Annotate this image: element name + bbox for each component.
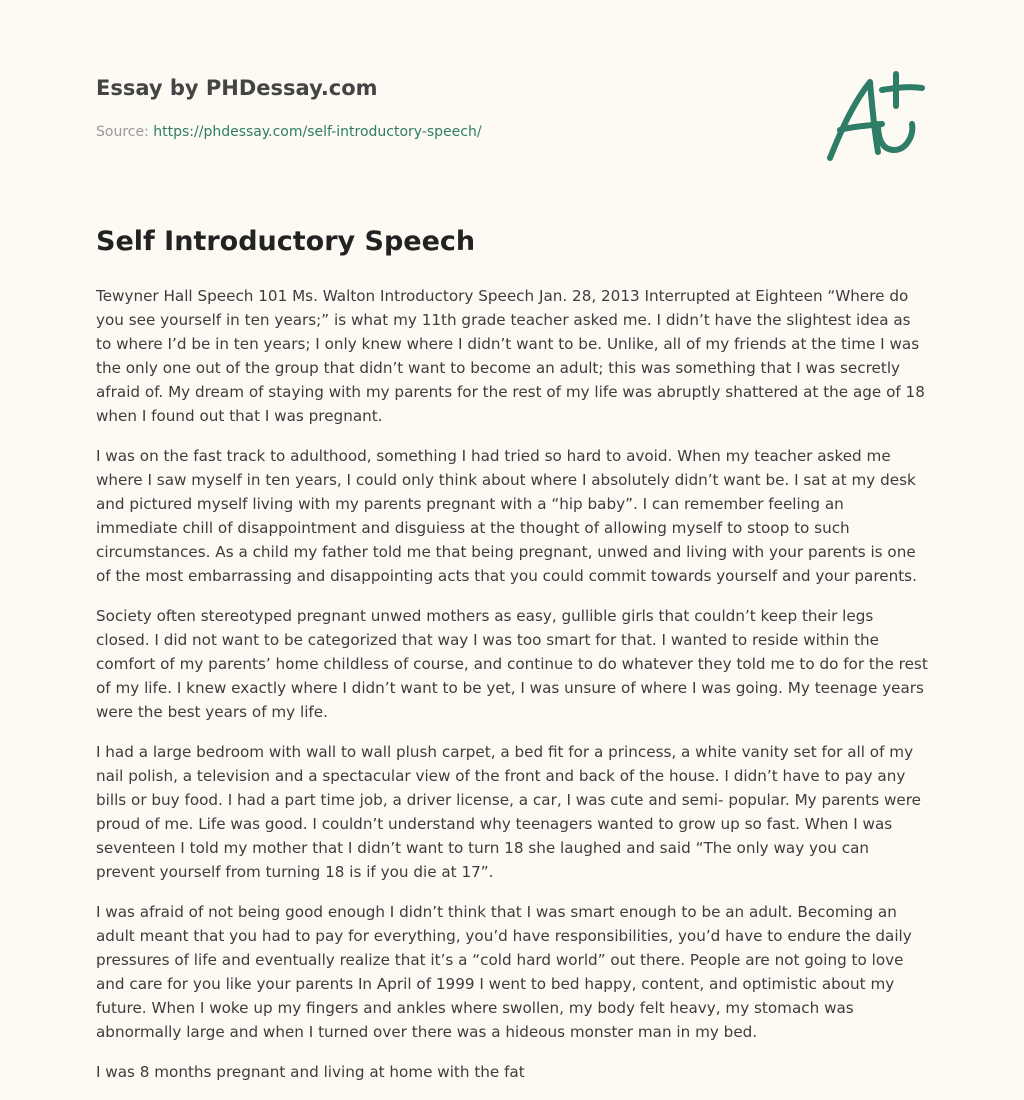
essay-paragraph: I had a large bedroom with wall to wall plush carpet, a bed fit for a princess, a white vanity set for all of my nail polish, a television and a spectacular view of the front and back of the house. I didn’t have to pay any bills or buy food. I had a part time job, a driver license, a car, I was cute and semi- popular. My parents were proud of me. Life was good. I couldn’t understand why teenagers wanted to grow up so fast. When I was seventeen I told my mother that I didn’t want to turn 18 she laughed and said “The only way you can prevent yourself from turning 18 is if you die at 17”. (96, 743, 922, 881)
essay-body (96, 284, 928, 1100)
essay-paragraph: I was on the fast track to adulthood, something I had tried so hard to avoid. When my teacher asked me where I saw myself in ten years, I could only think about where I absolutely didn’t want be. I sat at my desk and pictured myself living with my parents pregnant with a “hip baby”. I can remember feeling an immediate chill of disappointment and disguiess at the thought of allowing myself to stoop to such circumstances. As a child my father told me that being pregnant, unwed and living with your parents is one of the most embarrassing and disappointing acts that you could commit towards yourself and your parents. (96, 447, 917, 585)
essay-paragraph: Society often stereotyped pregnant unwed mothers as easy, gullible girls that couldn’t keep their legs closed. I did not want to be categorized that way I was too smart for that. I wanted to reside within the comfort of my parents’ home childless of course, and continue to do whatever they told me to do for the rest of my life. I knew exactly where I didn’t want to be yet, I was unsure of where I was going. My teenage years were the best years of my life. (96, 607, 928, 721)
essay-paragraph: I was 8 months pregnant and living at home with the fat (96, 1063, 525, 1081)
essay-paragraph: I was afraid of not being good enough I didn’t think that I was smart enough to be an adult. Becoming an adult meant that you had to pay for everything, you’d have responsibilities, you’d have to endure the daily pressures of life and eventually realize that it’s a “cold hard world” out there. People are not going to love and care for you like your parents In April of 1999 I went to bed happy, content, and optimistic about my future. When I woke up my fingers and ankles where swollen, my body felt heavy, my stomach was abnormally large and when I turned over there was a hideous monster man in my bed. (96, 903, 912, 1041)
a-plus-logo-icon (820, 66, 930, 166)
essay-title: Self Introductory Speech (96, 226, 476, 257)
source-label: Source: (96, 124, 154, 140)
essay-paragraph: Tewyner Hall Speech 101 Ms. Walton Introductory Speech Jan. 28, 2013 Interrupted at Eighteen “Where do you see yourself in ten years;” is what my 11th grade teacher asked me. I didn’t have the slightest idea as to where I’d be in ten years; I only knew where I didn’t want to be. Unlike, all of my friends at the time I was the only one out of the group that didn’t want to become an adult; this was something that I was secretly afraid of. My dream of staying with my parents for the rest of my life was abruptly shattered at the age of 18 when I found out that I was pregnant. (96, 287, 925, 425)
site-brand: Essay by PHDessay.com (96, 76, 378, 100)
source-line (96, 124, 482, 140)
source-link[interactable]: https://phdessay.com/self-introductory-speech/ (153, 124, 482, 140)
